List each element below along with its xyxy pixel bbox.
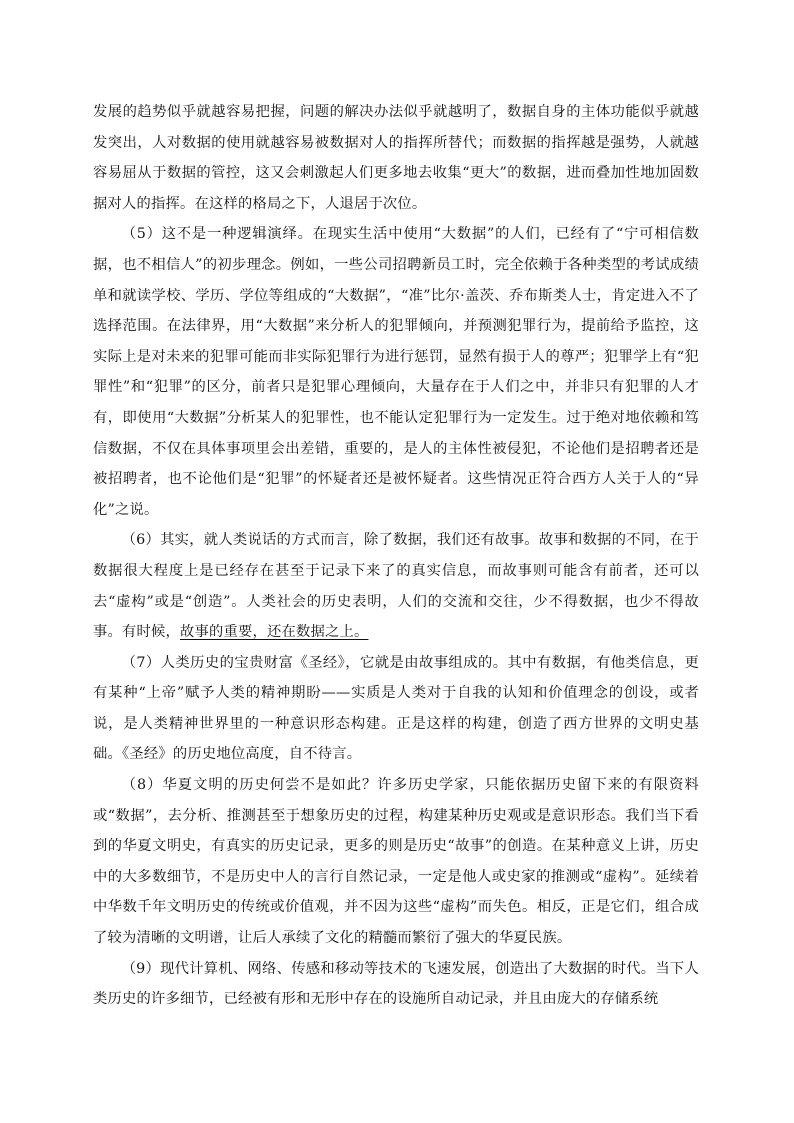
paragraph-5: （5）这不是一种逻辑演绎。在现实生活中使用“大数据”的人们，已经有了“宁可相信数据，也不相信人”的初步理念。例如，一些公司招聘新员工时，完全依赖于各种类型的考试成绩单和就读学校、学历、学位等组成的“大数据”，“准”比尔·盖茨、乔布斯类人士，肯定进入不了选择范围。在法律界，用“大数据”来分析人的犯罪倾向，并预测犯罪行为，提前给予监控，这实际上是对未来的犯罪可能而非实际犯罪行为进行惩罚，显然有损于人的尊严；犯罪学上有“犯罪性”和“犯罪”的区分，前者只是犯罪心理倾向，大量存在于人们之中，并非只有犯罪的人才有，即使用“大数据”分析某人的犯罪性，也不能认定犯罪行为一定发生。过于绝对地依赖和笃信数据，不仅在具体事项里会出差错，重要的，是人的主体性被侵犯，不论他们是招聘者还是被招聘者，也不论他们是“犯罪”的怀疑者还是被怀疑者。这些情况正符合西方人关于人的“异化”之说。 [93, 226, 699, 518]
paragraph-6-text: （6）其实，就人类说话的方式而言，除了数据，我们还有故事。故事和数据的不同，在于数据很大程度上是已经存在甚至于记录下来了的真实信息，而故事则可能含有前者，还可以去“虚构”或是“创造”。人类社会的历史表明，人们的交流和交往，少不得数据，也少不得故事。有时候， [93, 532, 699, 641]
paragraph-7: （7）人类历史的宝贵财富《圣经》，它就是由故事组成的。其中有数据，有他类信息，更有某种“上帝”赋予人类的精神期盼——实质是人类对于自我的认知和价值理念的创设，或者说，是人类精神世界里的一种意识形态构建。正是这样的构建，创造了西方世界的文明史基础。《圣经》的历史地位高度，自不待言。 [93, 654, 699, 763]
paragraph-6 [93, 525, 699, 647]
article-body [93, 97, 699, 1015]
underlined-sentence: 故事的重要，还在数据之上。 [179, 624, 369, 641]
paragraph-8: （8）华夏文明的历史何尝不是如此？许多历史学家，只能依据历史留下来的有限资料或“数据”，去分析、推测甚至于想象历史的过程，构建某种历史观或是意识形态。我们当下看到的华夏文明史，有真实的历史记录，更多的则是历史“故事”的创造。在某种意义上讲，历史中的大多数细节，不是历史中人的言行自然记录，一定是他人或史家的推测或“虚构”。延续着中华数千年文明历史的传统或价值观，并不因为这些“虚构”而失色。相反，正是它们，组合成了较为清晰的文明谱，让后人承续了文化的精髓而繁衍了强大的华夏民族。 [93, 777, 699, 947]
paragraph-continuation: 发展的趋势似乎就越容易把握，问题的解决办法似乎就越明了，数据自身的主体功能似乎就越发突出，人对数据的使用就越容易被数据对人的指挥所替代；而数据的指挥越是强势，人就越容易屈从于数据的管控，这又会刺激起人们更多地去收集“更大”的数据，进而叠加性地加固数据对人的指挥。在这样的格局之下，人退居于次位。 [93, 104, 699, 212]
paragraph-9: （9）现代计算机、网络、传感和移动等技术的飞速发展，创造出了大数据的时代。当下人类历史的许多细节，已经被有形和无形中存在的设施所自动记录，并且由庞大的存储系统 [93, 960, 699, 1008]
